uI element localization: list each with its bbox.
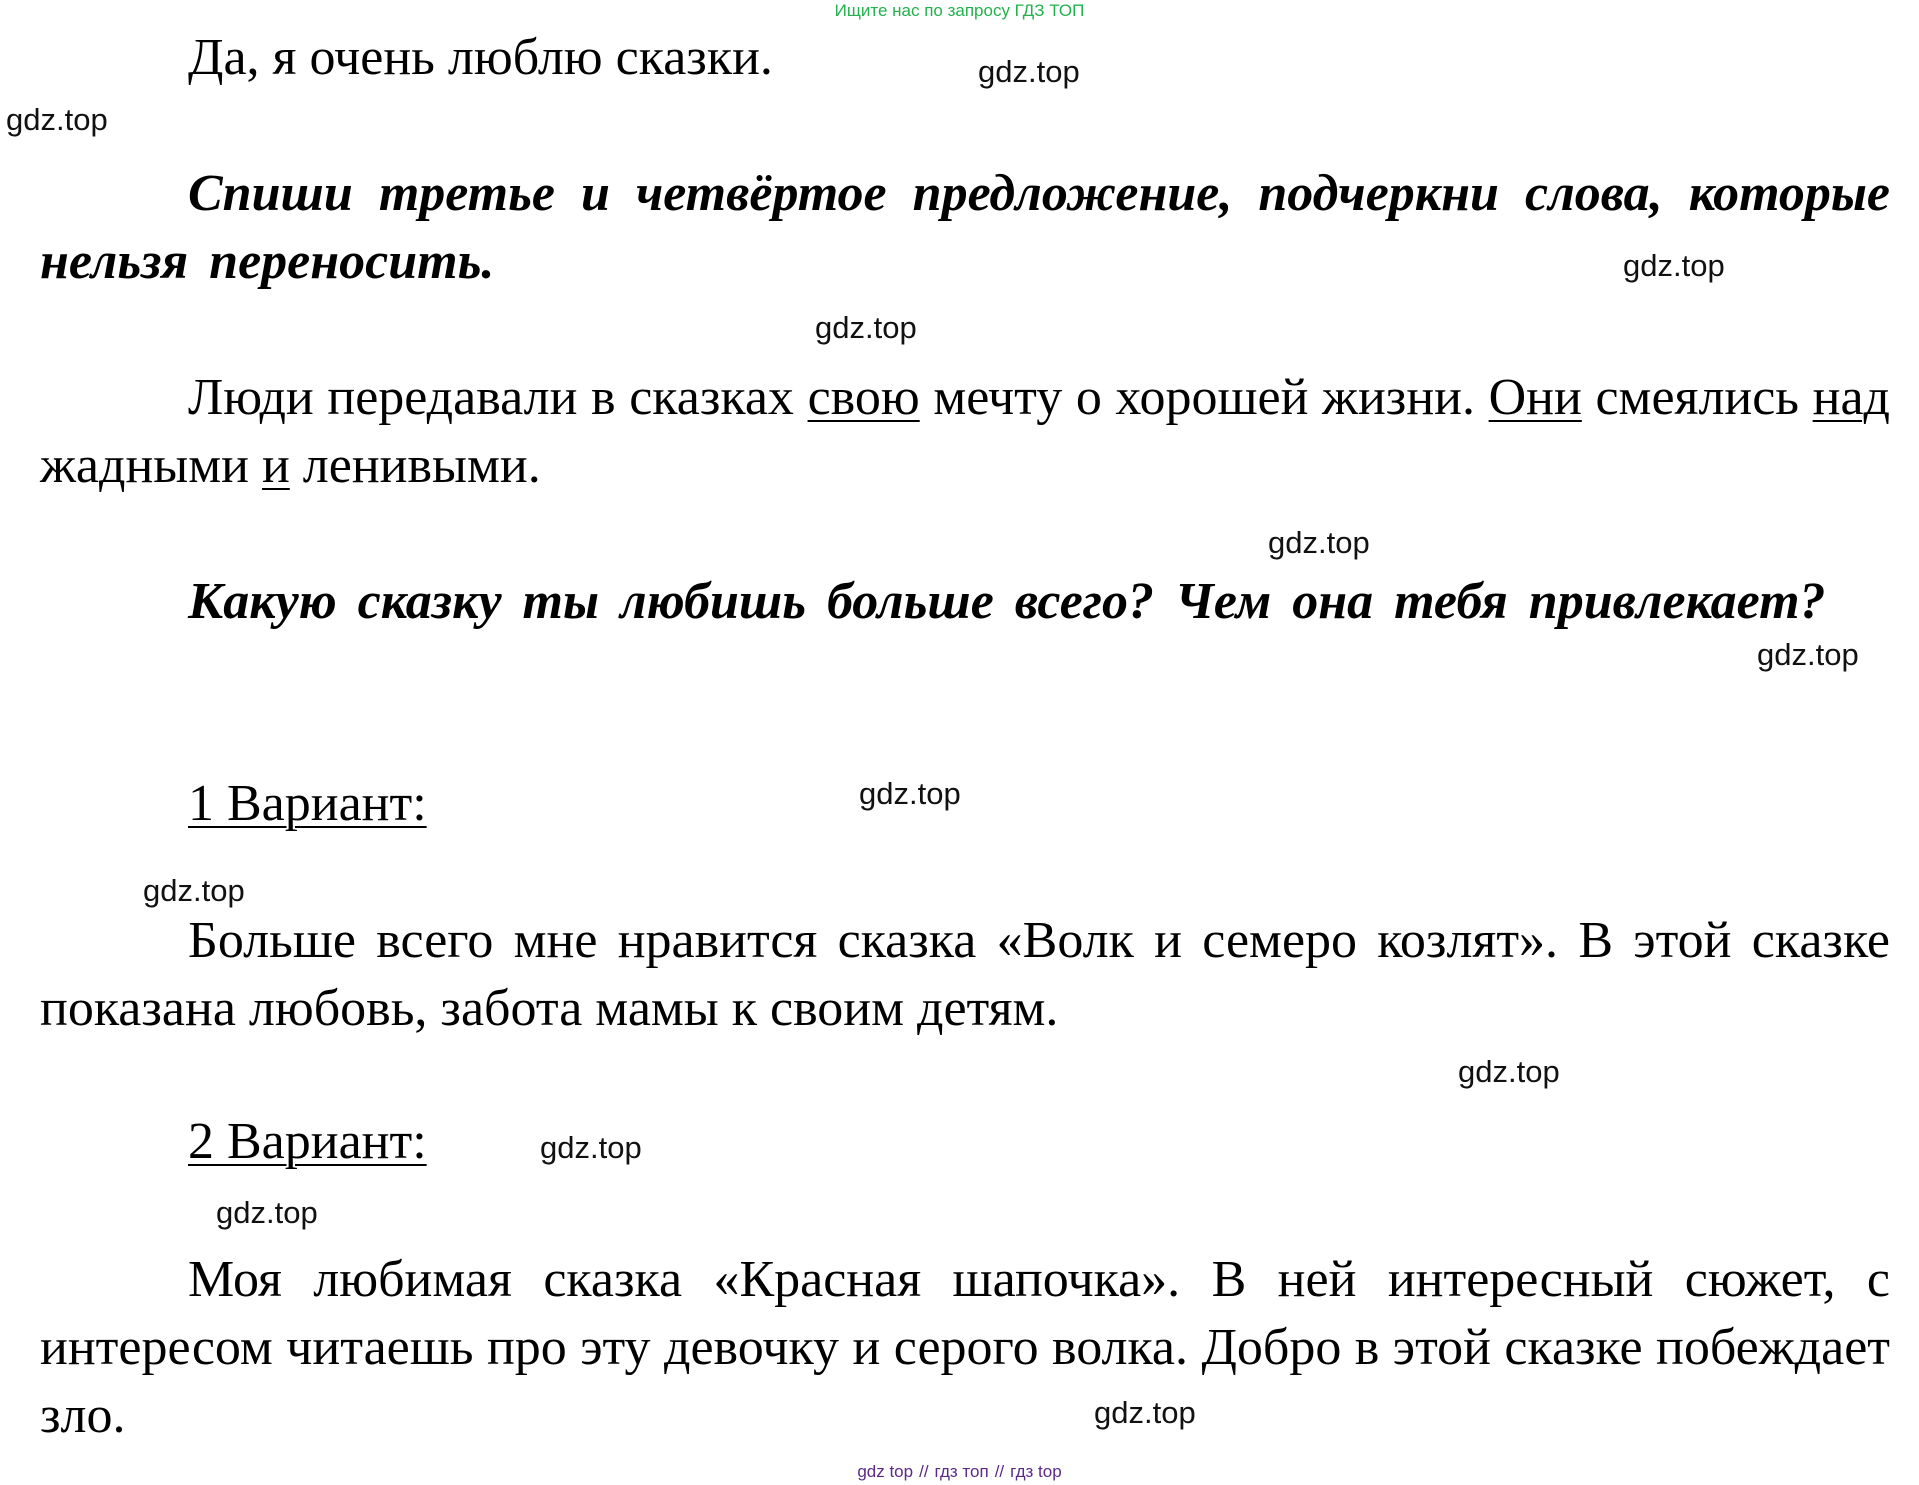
watermark: gdz.top: [6, 102, 108, 137]
answer-2-text: ленивыми.: [302, 437, 541, 494]
watermark: gdz.top: [216, 1195, 318, 1230]
variant-1-heading-text: 1 Вариант:: [188, 775, 427, 832]
underlined-word: и: [261, 437, 290, 494]
answer-1: Да, я очень люблю сказки.: [188, 29, 773, 86]
footer-link[interactable]: гдз топ: [934, 1462, 989, 1481]
watermark: gdz.top: [1094, 1395, 1196, 1430]
footer-link[interactable]: гдз top: [1010, 1462, 1062, 1481]
watermark: gdz.top: [815, 310, 917, 345]
variant-2-text: Моя любимая сказка «Красная шапочка». В ней интересный сюжет, с интересом читаешь про эту девочку и серого волка. Добро в этой сказке побеждает зло.: [40, 1251, 1890, 1444]
footer-links: [0, 1462, 1919, 1482]
underlined-word: Они: [1488, 369, 1582, 426]
answer-2-text: Люди передавали в сказках: [188, 369, 794, 426]
underlined-word: над: [1812, 369, 1891, 426]
watermark: gdz.top: [1757, 637, 1859, 672]
watermark: gdz.top: [540, 1130, 642, 1165]
variant-1-heading: [40, 770, 1919, 838]
top-banner: Ищите нас по запросу ГДЗ ТОП: [834, 1, 1085, 20]
watermark: gdz.top: [1458, 1054, 1560, 1089]
watermark: gdz.top: [143, 873, 245, 908]
answer-2-text: мечту о хорошей жизни.: [933, 369, 1475, 426]
footer-link[interactable]: gdz top: [857, 1462, 914, 1481]
variant-1-text: Больше всего мне нравится сказка «Волк и семеро козлят». В этой сказке показана любовь, забота мамы к своим детям.: [40, 912, 1890, 1037]
footer-separator: //: [994, 1462, 1005, 1481]
underlined-word: свою: [807, 369, 920, 426]
task-3-instruction: Какую сказку ты любишь больше всего? Чем она тебя привлекает?: [188, 573, 1826, 630]
footer-separator: //: [919, 1462, 929, 1481]
answer-2-text: жадными: [40, 437, 249, 494]
answer-2-text: смеялись: [1595, 369, 1800, 426]
task-2-instruction: Спиши третье и четвёртое предложение, подчеркни слова, которые нельзя переносить.: [40, 165, 1890, 290]
watermark: gdz.top: [1623, 248, 1725, 283]
variant-2-heading: [40, 1108, 1919, 1176]
watermark: gdz.top: [978, 54, 1080, 89]
answer-2: [40, 364, 1890, 500]
variant-2-heading-text: 2 Вариант:: [188, 1113, 427, 1170]
watermark: gdz.top: [859, 776, 961, 811]
watermark: gdz.top: [1268, 525, 1370, 560]
